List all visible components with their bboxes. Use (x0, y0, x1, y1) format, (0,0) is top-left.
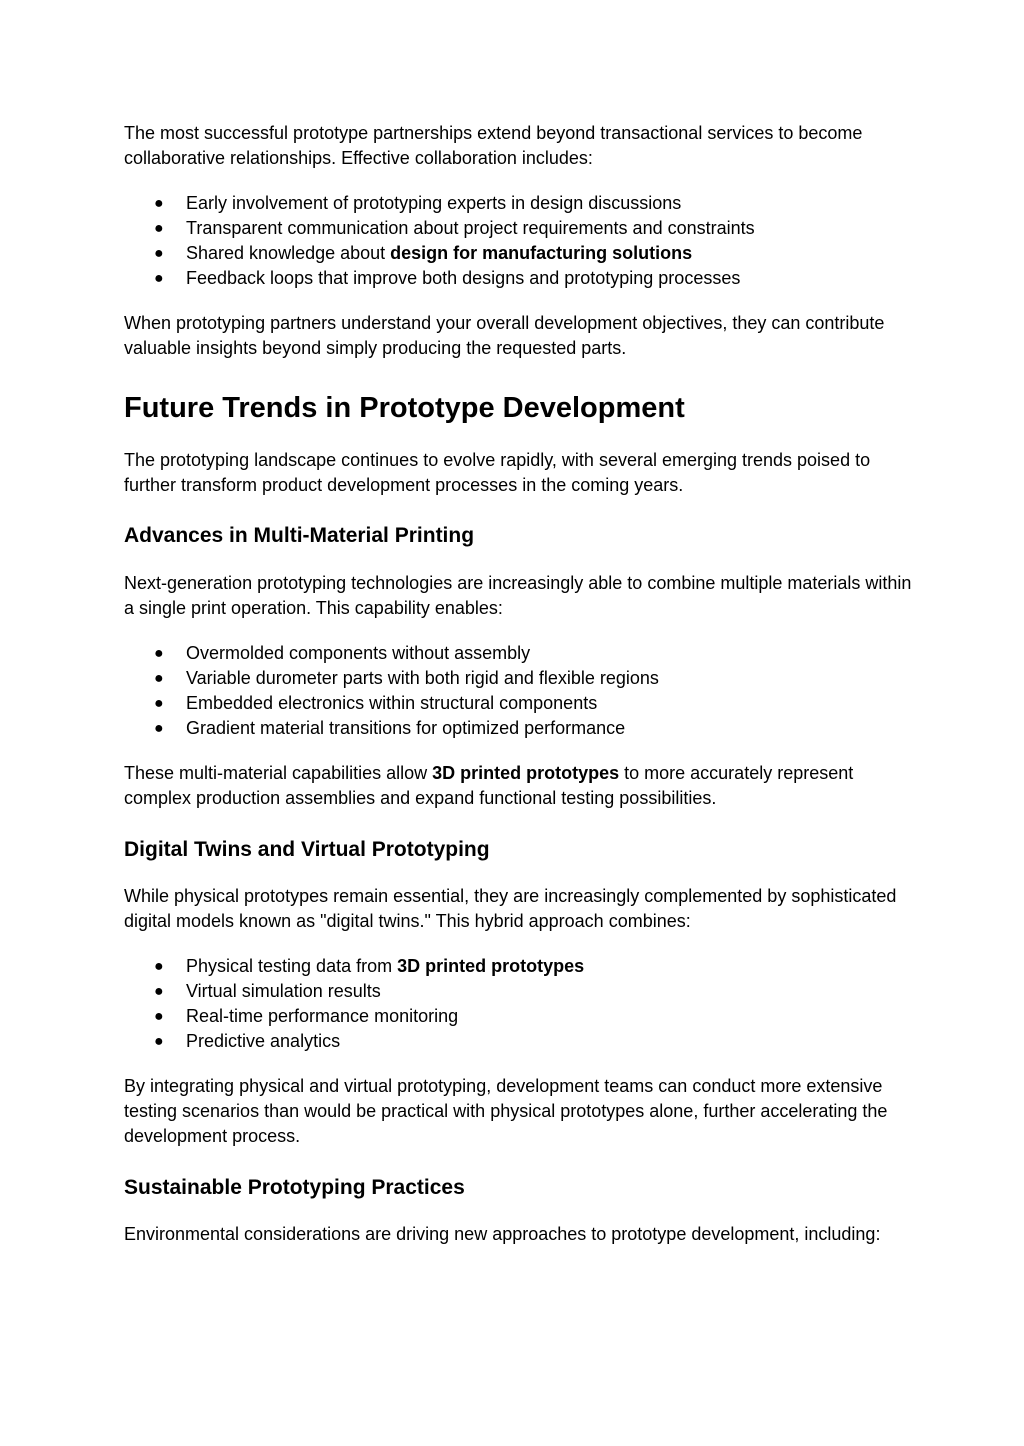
list-item (124, 1029, 914, 1054)
list-item (124, 666, 914, 691)
list-item-text: Physical testing data from (186, 956, 398, 976)
list-item-text: Transparent communication about project requirements and constraints (186, 218, 755, 238)
multi-material-heading: Advances in Multi-Material Printing (124, 524, 475, 547)
list-item (124, 266, 914, 291)
bullet-icon: ● (154, 645, 164, 662)
bullet-icon: ● (154, 670, 164, 687)
bullet-icon: ● (154, 983, 164, 1000)
multi-material-paragraph: Next-generation prototyping technologies are increasingly able to combine multiple materials within a single print operation. This capability enables: (124, 573, 912, 618)
document-page (124, 121, 914, 1247)
bullet-icon: ● (154, 220, 164, 237)
list-item-text: Predictive analytics (186, 1031, 341, 1051)
bullet-icon: ● (154, 195, 164, 212)
bullet-icon: ● (154, 245, 164, 262)
bullet-icon: ● (154, 1008, 164, 1025)
list-item (124, 691, 914, 716)
multi-material-closing-paragraph (124, 761, 914, 811)
bullet-icon: ● (154, 695, 164, 712)
list-item (124, 191, 914, 216)
digital-twins-paragraph: While physical prototypes remain essential, they are increasingly complemented by sophisticated digital models known as "digital twins." This hybrid approach combines: (124, 886, 897, 931)
sustainable-paragraph: Environmental considerations are driving new approaches to prototype development, including: (124, 1224, 881, 1244)
multi-material-list (124, 641, 914, 741)
closing-text: to more accurately represent complex production assemblies and expand functional testing possibilities. (124, 763, 854, 808)
list-item-text: Embedded electronics within structural components (186, 693, 598, 713)
digital-twins-heading: Digital Twins and Virtual Prototyping (124, 838, 490, 861)
list-item-text: Early involvement of prototyping experts in design discussions (186, 193, 682, 213)
closing-text: These multi-material capabilities allow (124, 763, 433, 783)
list-item-text: Real-time performance monitoring (186, 1006, 459, 1026)
list-item (124, 1004, 914, 1029)
list-item-text: Overmolded components without assembly (186, 643, 531, 663)
bullet-icon: ● (154, 1033, 164, 1050)
future-trends-heading: Future Trends in Prototype Development (124, 392, 685, 424)
sustainable-heading: Sustainable Prototyping Practices (124, 1176, 465, 1199)
list-item-text: Virtual simulation results (186, 981, 381, 1001)
list-item (124, 216, 914, 241)
list-item (124, 241, 914, 266)
bullet-icon: ● (154, 958, 164, 975)
list-item-text: Shared knowledge about (186, 243, 391, 263)
list-item (124, 641, 914, 666)
list-item-bold-text: design for manufacturing solutions (390, 243, 693, 263)
list-item-bold-text: 3D printed prototypes (397, 956, 585, 976)
list-item-text: Variable durometer parts with both rigid and flexible regions (186, 668, 659, 688)
bullet-icon: ● (154, 720, 164, 737)
list-item (124, 716, 914, 741)
bullet-icon: ● (154, 270, 164, 287)
closing-bold-text: 3D printed prototypes (432, 763, 620, 783)
list-item-text: Gradient material transitions for optimized performance (186, 718, 626, 738)
digital-twins-list (124, 954, 914, 1054)
digital-twins-closing-paragraph: By integrating physical and virtual prototyping, development teams can conduct more extensive testing scenarios than would be practical with physical prototypes alone, further accelerating the development process. (124, 1076, 888, 1146)
intro-paragraph: The most successful prototype partnerships extend beyond transactional services to become collaborative relationships. Effective collaboration includes: (124, 123, 863, 168)
intro-closing-paragraph: When prototyping partners understand your overall development objectives, they can contribute valuable insights beyond simply producing the requested parts. (124, 313, 885, 358)
list-item (124, 954, 914, 979)
collaboration-list (124, 191, 914, 291)
list-item (124, 979, 914, 1004)
list-item-text: Feedback loops that improve both designs and prototyping processes (186, 268, 741, 288)
future-trends-paragraph: The prototyping landscape continues to evolve rapidly, with several emerging trends poised to further transform product development processes in the coming years. (124, 450, 871, 495)
